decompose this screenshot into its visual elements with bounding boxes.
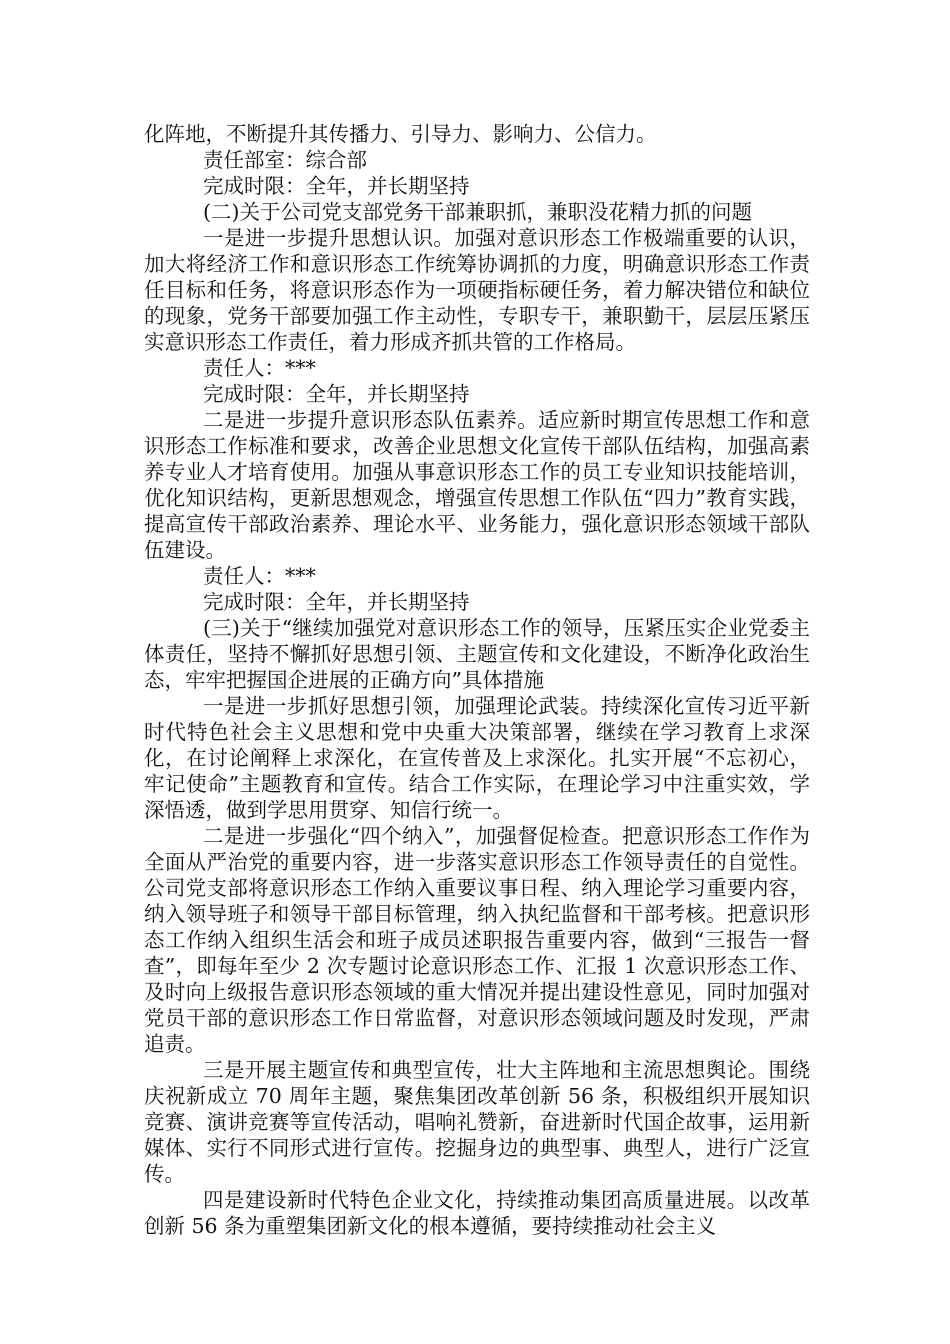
body-paragraph: 二是进一步强化“四个纳入”，加强督促检查。把意识形态工作作为全面从严治党的重要内容，进一步落实意识形态工作领导责任的自觉性。公司党支部将意识形态工作纳入重要议事日程、纳入理论学习重要内容，纳入领导班子和领导干部目标管理，纳入执纪监督和干部考核。把意识形态工作纳入组织生活会和班子成员述职报告重要内容，做到“三报告一督查”，即每年至少 2 次专题讨论意识形态工作、汇报 1 次意识形态工作、及时向上级报告意识形态领域的重大情况并提出建设性意见，同时加强对党员干部的意识形态工作日常监督，对意识形态领域问题及时发现，严肃追责。 <box>144 824 810 1056</box>
body-paragraph: 一是进一步提升思想认识。加强对意识形态工作极端重要的认识，加大将经济工作和意识形态工作统筹协调抓的力度，明确意识形态工作责任目标和任务，将意识形态作为一项硬指标硬任务，着力解决错位和缺位的现象，党务干部要加强工作主动性，专职专干，兼职勤干，层层压紧压实意识形态工作责任，着力形成齐抓共管的工作格局。 <box>144 226 810 354</box>
deadline: 完成时限：全年，并长期坚持 <box>203 590 470 614</box>
document-page <box>144 121 810 1239</box>
responsible-person: 责任人：*** <box>203 356 316 380</box>
body-paragraph: 四是建设新时代特色企业文化，持续推动集团高质量进展。以改革创新 56 条为重塑集团新文化的根本遵循，要持续推动社会主义 <box>144 1188 810 1238</box>
responsible-person: 责任人：*** <box>203 564 316 588</box>
body-paragraph: 一是进一步抓好思想引领，加强理论武装。持续深化宣传习近平新时代特色社会主义思想和党中央重大决策部署，继续在学习教育上求深化，在讨论阐释上求深化，在宣传普及上求深化。扎实开展“不忘初心，牢记使命”主题教育和宣传。结合工作实际，在理论学习中注重实效，学深悟透，做到学思用贯穿、知信行统一。 <box>144 694 810 822</box>
body-paragraph: 二是进一步提升意识形态队伍素养。适应新时期宣传思想工作和意识形态工作标准和要求，改善企业思想文化宣传干部队伍结构，加强高素养专业人才培育使用。加强从事意识形态工作的员工专业知识技能培训，优化知识结构，更新思想观念，增强宣传思想工作队伍“四力”教育实践，提高宣传干部政治素养、理论水平、业务能力，强化意识形态领域干部队伍建设。 <box>144 408 810 562</box>
paragraph-continuation: 化阵地，不断提升其传播力、引导力、影响力、公信力。 <box>144 122 657 146</box>
section-heading-3: (三)关于“继续加强党对意识形态工作的领导，压紧压实企业党委主体责任，坚持不懈抓好思想引领、主题宣传和文化建设，不断净化政治生态，牢牢把握国企进展的正确方向”具体措施 <box>144 616 810 692</box>
deadline: 完成时限：全年，并长期坚持 <box>203 382 470 406</box>
responsible-department: 责任部室：综合部 <box>203 148 367 172</box>
section-heading-2: (二)关于公司党支部党务干部兼职抓，兼职没花精力抓的问题 <box>203 200 752 224</box>
deadline: 完成时限：全年，并长期坚持 <box>203 174 470 198</box>
body-paragraph: 三是开展主题宣传和典型宣传，壮大主阵地和主流思想舆论。围绕庆祝新成立 70 周年主题，聚焦集团改革创新 56 条，积极组织开展知识竞赛、演讲竞赛等宣传活动，唱响礼赞新，奋进新时代国企故事，运用新媒体、实行不同形式进行宣传。挖掘身边的典型事、典型人，进行广泛宣传。 <box>144 1058 810 1186</box>
